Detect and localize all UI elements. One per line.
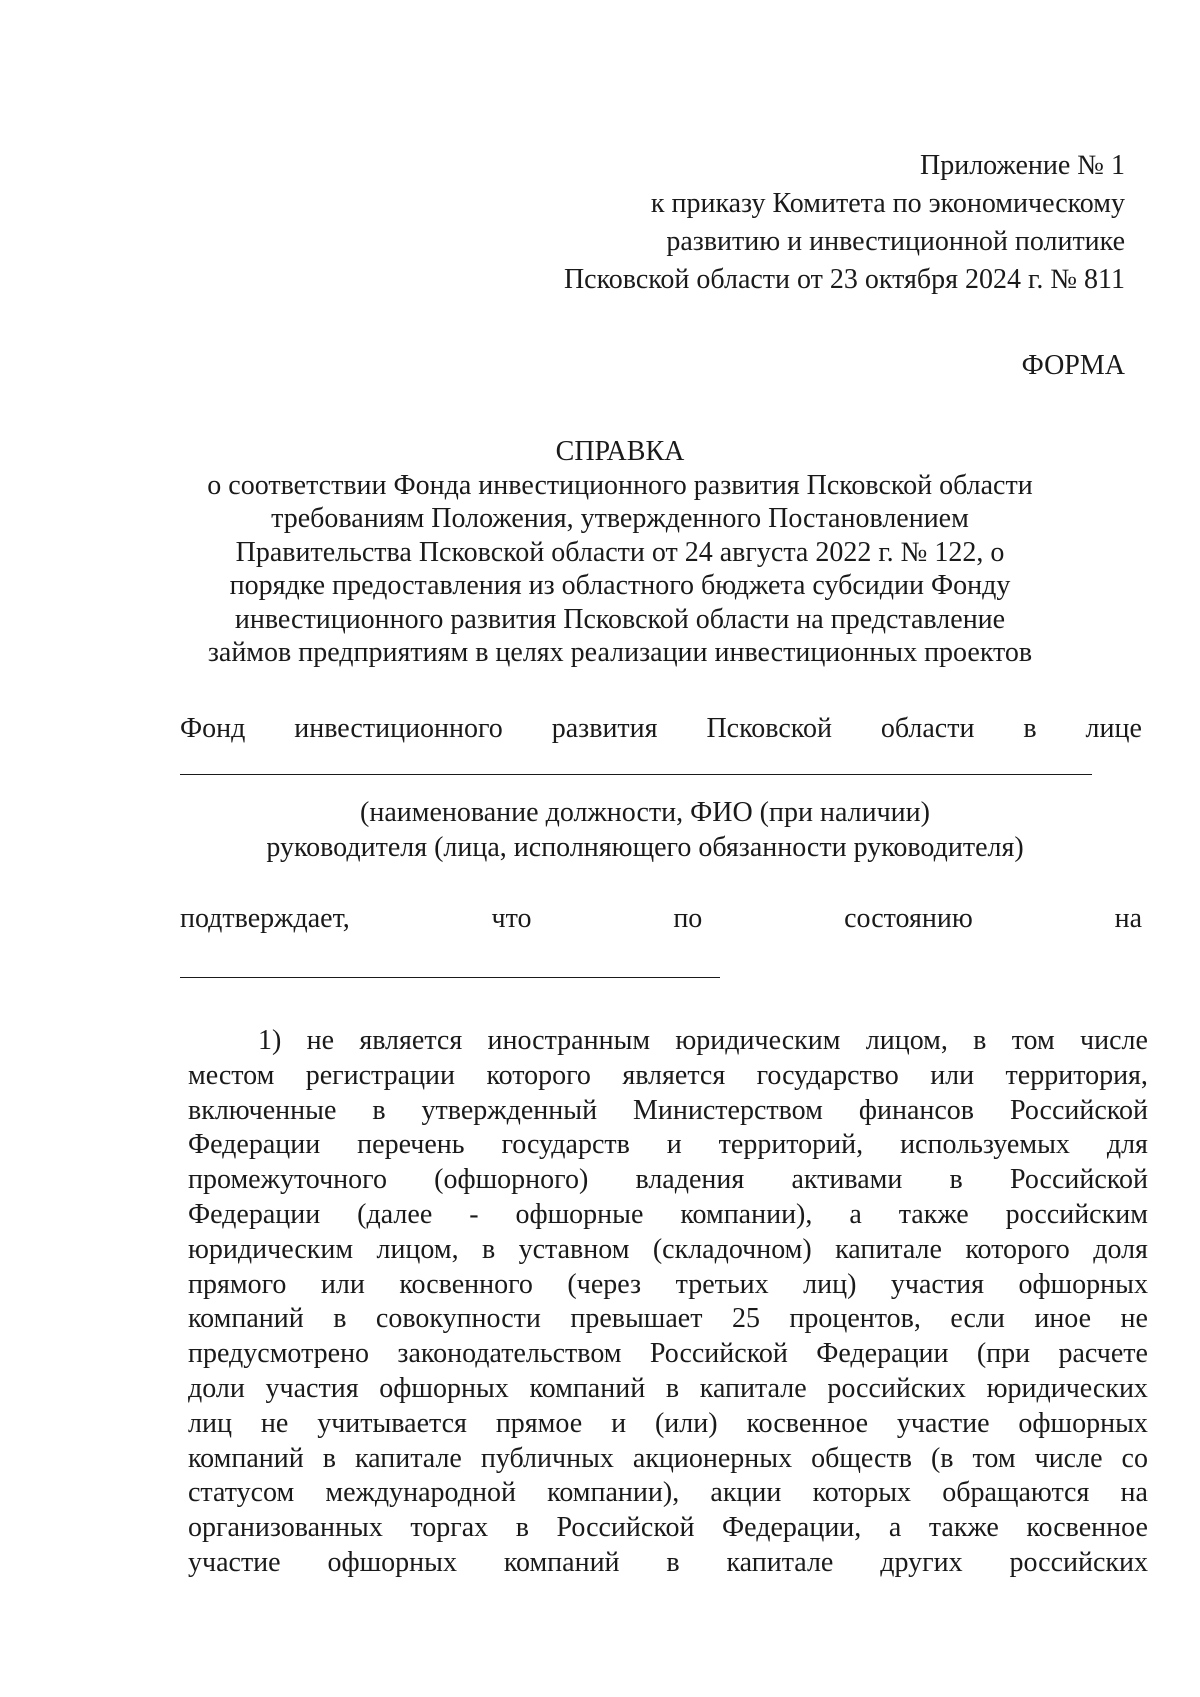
word: учитывается [317, 1407, 467, 1439]
word: третьих [675, 1268, 769, 1300]
word: числе [1080, 1025, 1148, 1056]
word: предусмотрено [188, 1338, 370, 1370]
date-blank-line [180, 977, 720, 978]
word: регистрации [305, 1059, 456, 1091]
word: которых [812, 1477, 912, 1509]
word: (в [930, 1442, 954, 1474]
confirm-line [180, 902, 1142, 936]
word: Министерством [633, 1094, 823, 1126]
word: утвержденный [421, 1094, 598, 1126]
word: перечень [357, 1129, 465, 1161]
word: прямого [188, 1268, 287, 1300]
word: Российской [1009, 1094, 1148, 1126]
title-line: о соответствии Фонда инвестиционного развития Псковской области [207, 469, 1033, 501]
caption-line: (наименование должности, ФИО (при наличии) [360, 797, 930, 828]
word: косвенное [746, 1407, 868, 1439]
word: Российской [649, 1338, 788, 1370]
word: участия [890, 1268, 984, 1300]
word: капитале [355, 1442, 462, 1474]
word: на [1120, 1477, 1148, 1509]
word: территорий, [718, 1129, 864, 1161]
text-line [188, 1511, 1148, 1546]
word: международной [325, 1477, 516, 1509]
word: (или) [654, 1407, 718, 1439]
text-line [188, 1024, 1148, 1059]
word: для [1106, 1129, 1148, 1161]
word: лице [1085, 713, 1142, 744]
word: включенные [188, 1094, 337, 1126]
word: финансов [858, 1094, 974, 1126]
word: компании), [680, 1198, 813, 1230]
word: Псковской [706, 713, 832, 744]
title-line: требованиям Положения, утвержденного Постановлением [271, 503, 969, 534]
word: Федерации [188, 1129, 321, 1161]
word: в [515, 1512, 529, 1544]
word: в [1023, 713, 1037, 744]
word: также [898, 1198, 969, 1230]
word: государств [501, 1129, 630, 1161]
text-line [188, 1094, 1148, 1129]
word: законодательством [397, 1338, 622, 1370]
word: является [622, 1059, 726, 1091]
word: лицом, [376, 1233, 459, 1265]
word: других [880, 1546, 963, 1578]
word: (далее [357, 1198, 433, 1230]
word: (через [567, 1268, 642, 1300]
word: участие [188, 1546, 281, 1578]
word: компаний [503, 1546, 620, 1578]
word: 25 [731, 1303, 760, 1335]
word: лицом, [865, 1025, 948, 1056]
word: юридических [986, 1372, 1148, 1404]
appendix-line: Псковской области от 23 октября 2024 г. № 811 [563, 264, 1125, 295]
word: компании), [547, 1477, 680, 1509]
word: превышает [570, 1303, 703, 1335]
word: Федерации, [722, 1512, 862, 1544]
text-line [188, 1268, 1148, 1303]
word: компаний [529, 1372, 646, 1404]
word: используемых [900, 1129, 1070, 1161]
word: том [972, 1442, 1016, 1474]
word: офшорные [515, 1198, 644, 1230]
word: участие [896, 1407, 990, 1439]
word: Фонд [180, 713, 246, 744]
word: косвенного [399, 1268, 533, 1300]
word: в [333, 1303, 347, 1335]
word: числе [1034, 1442, 1103, 1474]
text-line [188, 1233, 1148, 1268]
word: в [482, 1233, 496, 1265]
word: не [1120, 1303, 1148, 1335]
document-title [180, 435, 1060, 670]
text-line [188, 1546, 1148, 1581]
word: является [359, 1025, 463, 1056]
word: а [849, 1198, 862, 1230]
word: активами [791, 1164, 903, 1196]
title-line: Правительства Псковской области от 24 августа 2022 г. № 122, о [235, 536, 1005, 568]
word: - [469, 1198, 479, 1230]
word: промежуточного [188, 1164, 387, 1196]
position-name-blank-line [180, 774, 1092, 775]
caption-line: руководителя (лица, исполняющего обязанности руководителя) [266, 832, 1024, 863]
appendix-header [564, 147, 1125, 299]
word: российских [827, 1372, 966, 1404]
word: иностранным [487, 1025, 651, 1056]
title-line: займов предприятиям в целях реализации инвестиционных проектов [207, 637, 1033, 668]
word: или [320, 1268, 365, 1300]
word: офшорных [327, 1546, 457, 1578]
word: доли [188, 1372, 245, 1404]
word: лиц) [803, 1268, 857, 1300]
word: расчете [1058, 1338, 1148, 1370]
word: иное [1034, 1303, 1092, 1335]
word: офшорных [1018, 1268, 1148, 1300]
word: и [611, 1407, 627, 1439]
word: не [260, 1407, 289, 1439]
word: публичных [480, 1442, 614, 1474]
word: Федерации [188, 1198, 321, 1230]
word: обращаются [942, 1477, 1090, 1509]
word: участия [265, 1372, 359, 1404]
word: территория, [1005, 1059, 1148, 1091]
word: также [928, 1512, 999, 1544]
word: (складочном) [652, 1233, 812, 1265]
title-line: порядке предоставления из областного бюджета субсидии Фонду [229, 570, 1011, 601]
word: капитале [699, 1372, 807, 1404]
word: юридическим [675, 1025, 841, 1056]
word: развития [551, 713, 658, 744]
word: российских [1009, 1546, 1148, 1578]
word: 1) [258, 1025, 282, 1056]
fund-line [180, 712, 1142, 746]
word: которого [965, 1233, 1070, 1265]
word: Российской [556, 1512, 695, 1544]
blank-caption [180, 795, 1110, 865]
word: подтверждает, [180, 903, 350, 934]
word: инвестиционного [294, 713, 503, 744]
word: доля [1093, 1233, 1148, 1265]
word: области [880, 713, 975, 744]
text-line [188, 1302, 1148, 1337]
word: акции [710, 1477, 782, 1509]
word: государство [756, 1059, 899, 1091]
word: акционерных [632, 1442, 793, 1474]
word: прямое [495, 1407, 583, 1439]
text-line [188, 1442, 1148, 1477]
title-line: инвестиционного развития Псковской области на представление [234, 603, 1006, 635]
word: организованных [188, 1512, 383, 1544]
word: капитале [726, 1546, 834, 1578]
word: юридическим [188, 1233, 354, 1265]
word: лиц [188, 1407, 232, 1439]
word: том [1011, 1025, 1055, 1056]
appendix-line: развитию и инвестиционной политике [666, 226, 1125, 257]
word: офшорных [379, 1372, 509, 1404]
word: компаний [188, 1442, 304, 1474]
word: состоянию [844, 903, 973, 934]
text-line [188, 1128, 1148, 1163]
word: косвенное [1026, 1512, 1148, 1544]
word: со [1121, 1442, 1148, 1474]
text-line [188, 1198, 1148, 1233]
text-line [188, 1059, 1148, 1094]
word: а [888, 1512, 902, 1544]
word: компаний [188, 1303, 304, 1335]
word: уставном [518, 1233, 630, 1265]
word: не [306, 1025, 335, 1056]
word: (при [976, 1338, 1031, 1370]
word: офшорных [1018, 1407, 1148, 1439]
text-line [188, 1163, 1148, 1198]
word: по [673, 903, 703, 934]
word: в [665, 1372, 680, 1404]
word: Федерации [816, 1338, 949, 1370]
word: торгах [410, 1512, 489, 1544]
word: в [322, 1442, 336, 1474]
word: (офшорного) [434, 1164, 589, 1196]
word: и [666, 1129, 682, 1161]
word: обществ [811, 1442, 912, 1474]
word: процентов, [789, 1303, 921, 1335]
text-line [188, 1476, 1148, 1511]
word: владения [635, 1164, 745, 1196]
body-paragraph [188, 1024, 1148, 1581]
word: статусом [188, 1477, 295, 1509]
appendix-line: Приложение № 1 [920, 150, 1125, 181]
word: в [949, 1164, 963, 1196]
word: что [491, 903, 532, 934]
title-heading: СПРАВКА [555, 436, 685, 467]
appendix-line: к приказу Комитета по экономическому [650, 188, 1125, 219]
word: в [973, 1025, 987, 1056]
text-line [188, 1372, 1148, 1407]
word: или [930, 1059, 975, 1091]
text-line [188, 1407, 1148, 1442]
word: в [666, 1546, 680, 1578]
word: на [1114, 903, 1142, 934]
text-line [188, 1337, 1148, 1372]
form-label: ФОРМА [1021, 350, 1125, 381]
word: капитале [835, 1233, 942, 1265]
word: местом [188, 1059, 275, 1091]
word: российским [1005, 1198, 1148, 1230]
word: Российской [1009, 1164, 1148, 1196]
word: совокупности [375, 1303, 541, 1335]
word: если [950, 1303, 1005, 1335]
word: которого [486, 1059, 591, 1091]
word: в [372, 1094, 386, 1126]
